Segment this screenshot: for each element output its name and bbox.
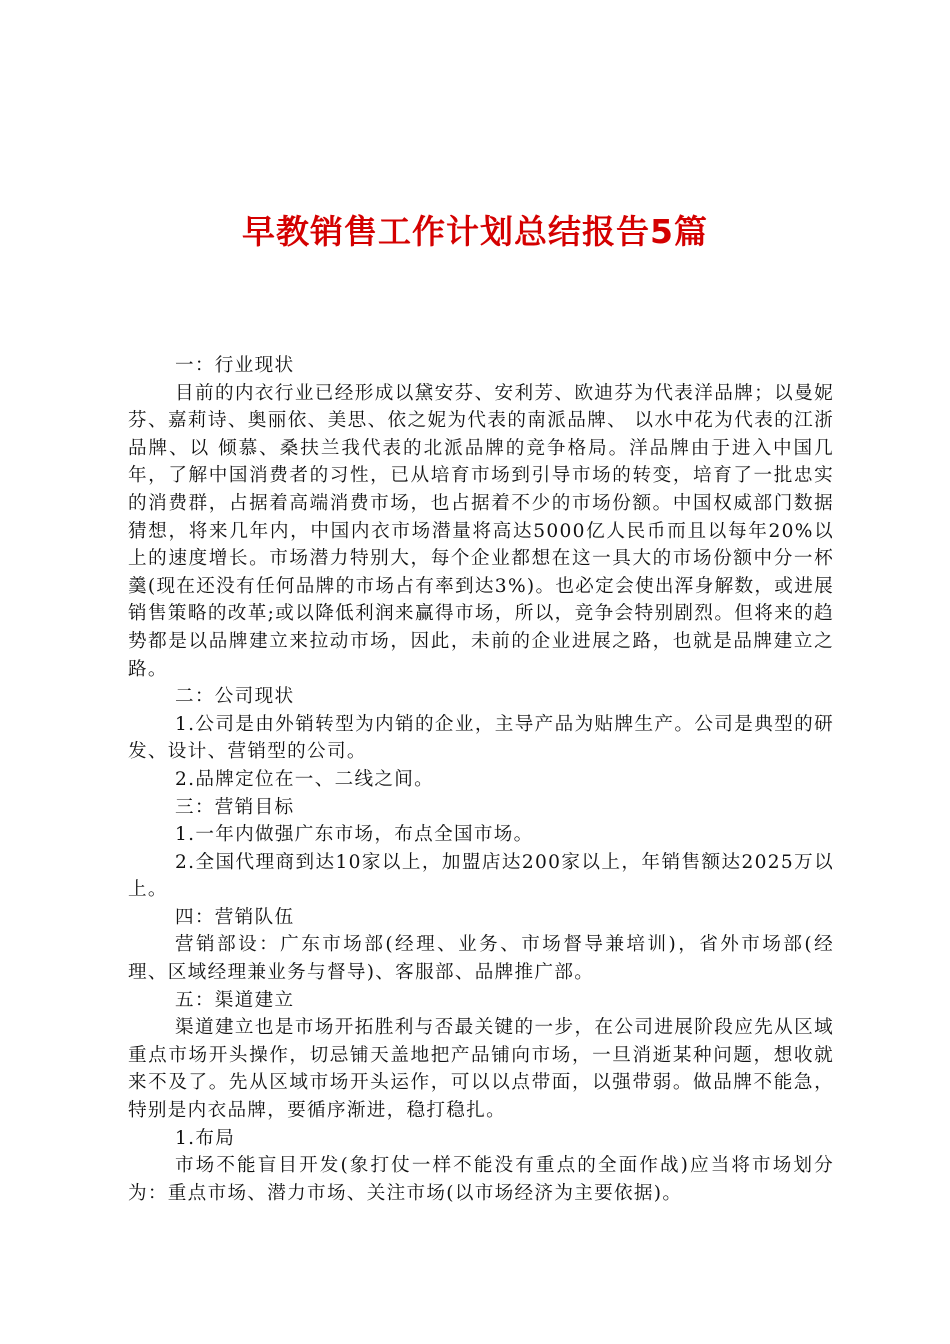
body-paragraph: 2.全国代理商到达10家以上，加盟店达200家以上，年销售额达2025万以上。 (128, 851, 834, 901)
section-heading: 二：公司现状 (175, 686, 295, 708)
body-paragraph: 1.公司是由外销转型为内销的企业，主导产品为贴牌生产。公司是典型的研发、设计、营销型的公司。 (128, 713, 834, 763)
body-paragraph: 市场不能盲目开发(象打仗一样不能没有重点的全面作战)应当将市场划分为：重点市场、潜力市场、关注市场(以市场经济为主要依据)。 (128, 1155, 834, 1204)
section-heading: 三：营销目标 (175, 796, 295, 818)
body-paragraph: 1.一年内做强广东市场，布点全国市场。 (175, 824, 534, 846)
document-body (128, 352, 834, 1207)
section-heading: 四：营销队伍 (175, 906, 295, 928)
section-heading: 1.布局 (175, 1127, 236, 1149)
document-title: 早教销售工作计划总结报告5篇 (242, 212, 708, 251)
body-paragraph: 2.品牌定位在一、二线之间。 (175, 768, 435, 790)
section-heading: 五：渠道建立 (175, 989, 295, 1011)
section-heading: 一：行业现状 (175, 355, 295, 376)
body-paragraph: 营销部设：广东市场部(经理、业务、市场督导兼培训)，省外市场部(经理、区域经理兼业务与督导)、客服部、品牌推广部。 (128, 934, 834, 984)
body-paragraph: 渠道建立也是市场开拓胜利与否最关键的一步，在公司进展阶段应先从区域重点市场开头操作，切忌铺天盖地把产品铺向市场，一旦消逝某种问题，想收就来不及了。先从区域市场开头运作，可以以点带面，以强带弱。做品牌不能急，特别是内衣品牌，要循序渐进，稳打稳扎。 (128, 1017, 834, 1122)
body-paragraph: 目前的内衣行业已经形成以黛安芬、安利芳、欧迪芬为代表洋品牌；以曼妮芬、嘉莉诗、奥丽依、美思、依之妮为代表的南派品牌、 以水中花为代表的江浙品牌、以 倾慕、桑扶兰我代表的北派品牌的竞争格局。洋品牌由于进入中国几年，了解中国消费者的习性，已从培育市场到引导市场的转变，培育了一批忠实的消费群，占据着高端消费市场，也占据着不少的市场份额。中国权威部门数据猜想，将来几年内，中国内衣市场潜量将高达5000亿人民币而且以每年20%以上的速度增长。市场潜力特别大，每个企业都想在这一具大的市场份额中分一杯羹(现在还没有任何品牌的市场占有率到达3%)。也必定会使出浑身解数，或进展销售策略的改革;或以降低利润来赢得市场，所以，竞争会特别剧烈。但将来的趋势都是以品牌建立来拉动市场，因此，未前的企业进展之路，也就是品牌建立之路。 (128, 382, 834, 680)
